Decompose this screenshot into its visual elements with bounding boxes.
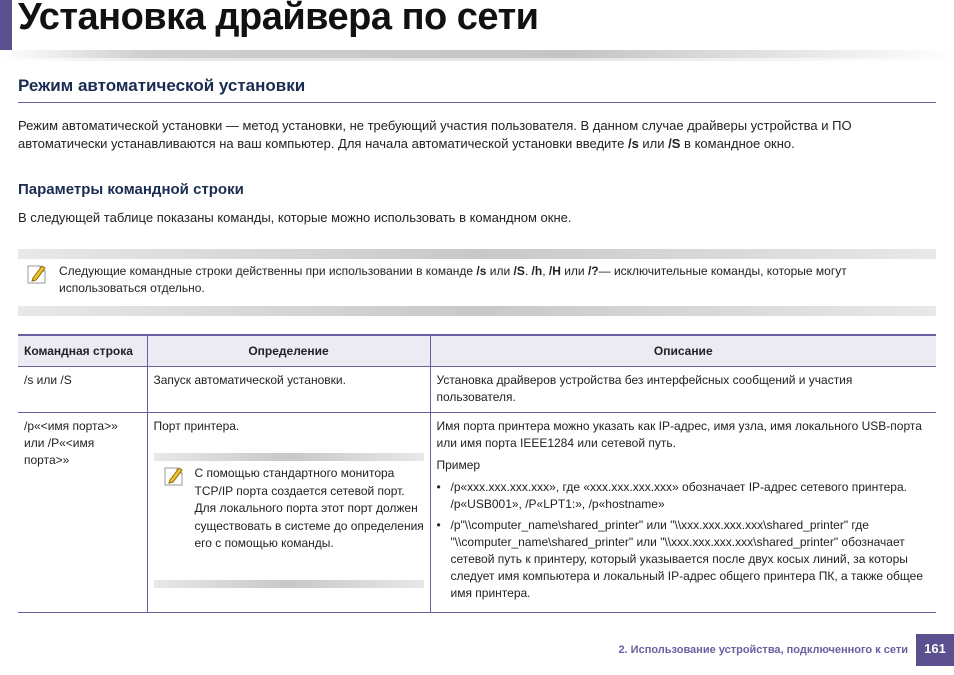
row2-command: /p«<имя порта>» или /P«<имя порта>» — [18, 413, 147, 613]
row1-description: Установка драйверов устройства без интерфейсных сообщений и участия пользователя. — [430, 367, 936, 413]
row1-definition: Запуск автоматической установки. — [147, 367, 430, 413]
note-top-bar — [18, 249, 936, 259]
note-text-5: или — [560, 264, 588, 278]
intro-paragraph — [18, 117, 918, 153]
intro-command-s: /s — [627, 136, 639, 151]
header-description: Описание — [430, 335, 936, 367]
table-row — [18, 413, 936, 613]
section-title: Режим автоматической установки — [18, 76, 306, 95]
row1-command: /s или /S — [18, 367, 147, 413]
inner-note-bottom-bar — [154, 580, 424, 588]
section-divider — [18, 102, 936, 103]
note-text-4: , — [542, 264, 549, 278]
list-item: • /p«xxx.xxx.xxx.xxx», где «xxx.xxx.xxx.xxx» обозначает IP-адрес сетевого принтера. /p«USB001», /P«LPT1:», /p«hostname» — [451, 479, 931, 513]
command-table — [18, 334, 936, 613]
note-text-6: — исключительные команды, которые могут использоваться отдельно. — [59, 264, 847, 295]
title-divider-shadow — [0, 58, 954, 61]
row2-description: Имя порта принтера можно указать как IP-адрес, имя узла, имя локального USB-порта или имя порта IEEE1284 или сетевой путь. — [436, 419, 922, 450]
footer-chapter: 2. Использование устройства, подключенного к сети — [618, 644, 908, 656]
subsection-text: В следующей таблице показаны команды, которые можно использовать в командном окне. — [18, 210, 572, 225]
header-definition: Определение — [147, 335, 430, 367]
intro-text: Режим автоматической установки — метод установки, не требующий участия пользователя. В данном случае драйверы устройства и ПО автоматически устанавливаются на ваш компьютер. Для начала автоматической установки введите — [18, 118, 852, 151]
header-command: Командная строка — [18, 335, 147, 367]
table-row — [18, 367, 936, 413]
note-pencil-icon — [24, 261, 50, 287]
intro-or: или — [638, 136, 669, 151]
table-header-row — [18, 335, 936, 367]
subsection-title: Параметры командной строки — [18, 181, 244, 198]
intro-command-S: /S — [668, 136, 681, 151]
note-text-2: или — [486, 264, 514, 278]
example-list — [437, 479, 931, 602]
inner-note-text: С помощью стандартного монитора TCP/IP порта создается сетевой порт. Для локального порта этот порт должен существовать в системе до определения его с помощью команды. — [194, 466, 424, 550]
inner-note-box — [154, 453, 424, 588]
note-cmd-help: /? — [587, 264, 599, 278]
row2-definition: Порт принтера. — [153, 419, 240, 433]
intro-text-end: в командное окно. — [680, 136, 795, 151]
row2-description-cell — [430, 413, 936, 613]
note-cmd-s: /s — [476, 264, 487, 278]
note-box — [18, 249, 936, 316]
note-text — [59, 263, 929, 297]
inner-note-top-bar — [154, 453, 424, 461]
note-text-3: . — [524, 264, 532, 278]
note-bottom-bar — [18, 306, 936, 316]
note-text-1: Следующие командные строки действенны при использовании в команде — [59, 264, 477, 278]
note-cmd-H: /H — [548, 264, 561, 278]
row2-definition-cell — [147, 413, 430, 613]
note-pencil-icon — [161, 463, 187, 489]
title-divider — [0, 50, 954, 58]
page-title: Установка драйвера по сети — [18, 0, 539, 38]
page-number: 161 — [916, 634, 954, 666]
list-item: • /p"\\computer_name\shared_printer" или "\\xxx.xxx.xxx.xxx\shared_printer" где "\\computer_name\shared_printer" или "\\xxx.xxx.xxx.xxx\shared_printer" обозначает сетевой путь к принтеру, который указывается после двух косых линий, за которы следует имя компьютера и локальный IP-адрес общего принтера ПК, а также общее имя принтера. — [451, 517, 931, 602]
note-cmd-h: /h — [531, 264, 543, 278]
title-accent-bar — [0, 0, 12, 50]
example-label: Пример — [436, 458, 481, 472]
note-cmd-S: /S — [513, 264, 525, 278]
